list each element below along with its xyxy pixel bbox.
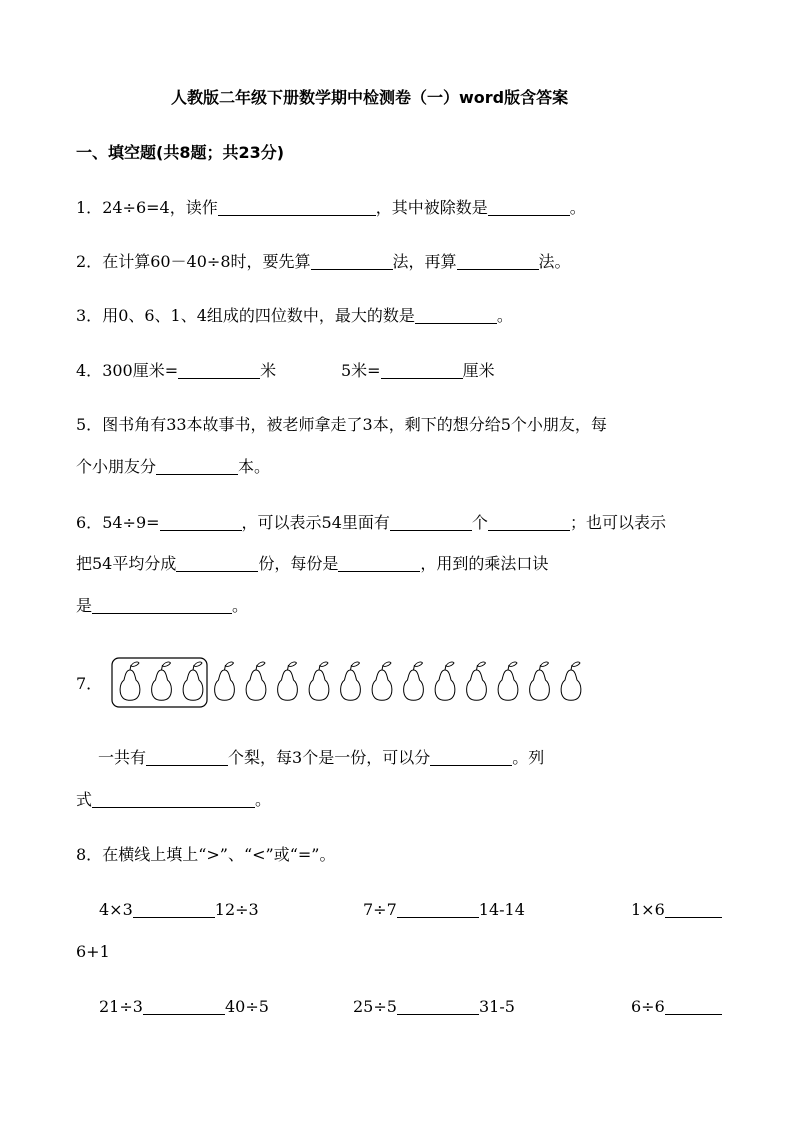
answer-blank[interactable]	[338, 555, 420, 572]
comparison-item	[353, 997, 515, 1017]
answer-blank[interactable]	[397, 901, 479, 918]
question-text: 个	[471, 513, 488, 532]
question-8	[76, 845, 336, 865]
question-number: 4．	[76, 361, 103, 380]
question-text: 5米=	[341, 361, 381, 380]
question-number: 7．	[76, 674, 103, 693]
answer-blank[interactable]	[218, 199, 376, 216]
comparison-left: 1×6	[631, 900, 665, 919]
question-7-text	[98, 748, 544, 768]
comparison-right: 12÷3	[214, 900, 259, 919]
answer-blank[interactable]	[156, 458, 238, 475]
pear-icon	[404, 662, 424, 700]
question-6-line-3	[76, 596, 248, 616]
question-text: 300厘米=	[102, 361, 179, 380]
question-text: 本。	[238, 457, 271, 476]
question-text: ，用到的乘法口诀	[420, 554, 549, 573]
question-text: 用0、6、1、4组成的四位数中，最大的数是	[102, 306, 415, 325]
question-text: 图书角有33本故事书，被老师拿走了3本，剩下的想分给5个小朋友，每	[102, 415, 607, 434]
question-text: 个小朋友分	[76, 457, 157, 476]
answer-blank[interactable]	[488, 199, 570, 216]
comparison-left: 6÷6	[631, 997, 665, 1016]
question-7-line-2	[76, 790, 271, 810]
comparison-right: 6+1	[76, 942, 110, 961]
comparison-item	[99, 900, 259, 920]
comparison-item	[631, 900, 722, 920]
answer-blank[interactable]	[381, 362, 463, 379]
question-text: ，可以表示54里面有	[241, 513, 390, 532]
question-text: 54÷9=	[102, 513, 160, 532]
pear-icon	[435, 662, 455, 700]
comparison-item	[631, 997, 722, 1017]
answer-blank[interactable]	[92, 791, 255, 808]
answer-blank[interactable]	[176, 555, 258, 572]
answer-blank[interactable]	[415, 307, 497, 324]
pear-icon	[215, 662, 235, 700]
answer-blank[interactable]	[92, 597, 232, 614]
pear-icon	[309, 662, 329, 700]
question-number: 2．	[76, 252, 103, 271]
comparison-left: 4×3	[99, 900, 133, 919]
question-number: 6．	[76, 513, 103, 532]
pear-icon	[372, 662, 392, 700]
question-number: 3．	[76, 306, 103, 325]
question-text: 24÷6=4，读作	[102, 198, 218, 217]
question-5	[76, 415, 607, 435]
question-5-line-2	[76, 457, 270, 477]
answer-blank[interactable]	[390, 514, 472, 531]
question-text: 法，再算	[392, 252, 457, 271]
question-text: 米	[260, 361, 277, 380]
pear-icon	[246, 662, 266, 700]
question-text: 。列	[512, 748, 545, 767]
question-text: 厘米	[462, 361, 495, 380]
question-4-part-2	[341, 361, 495, 381]
answer-blank[interactable]	[397, 998, 479, 1015]
question-1	[76, 198, 586, 218]
answer-blank[interactable]	[133, 901, 215, 918]
answer-blank[interactable]	[665, 901, 722, 918]
question-text: 法。	[538, 252, 571, 271]
pear-icon	[183, 662, 203, 700]
pear-icon	[120, 662, 140, 700]
comparison-left: 25÷5	[353, 997, 397, 1016]
answer-blank[interactable]	[311, 253, 393, 270]
question-text: ；也可以表示	[569, 513, 666, 532]
question-text: 在横线上填上“>”、“<”或“=”。	[102, 845, 336, 864]
question-3	[76, 306, 513, 326]
pears-figure	[110, 654, 590, 710]
question-text: 把54平均分成	[76, 554, 177, 573]
question-2	[76, 252, 571, 272]
question-6-line-2	[76, 554, 548, 574]
question-text: 一共有	[98, 748, 147, 767]
pear-icon	[561, 662, 581, 700]
answer-blank[interactable]	[143, 998, 225, 1015]
pear-icon	[498, 662, 518, 700]
answer-blank[interactable]	[178, 362, 260, 379]
question-text: 份，每份是	[258, 554, 339, 573]
question-text: 式	[76, 790, 93, 809]
answer-blank[interactable]	[146, 749, 228, 766]
question-text: 。	[232, 596, 249, 615]
comparison-left: 7÷7	[363, 900, 397, 919]
question-number: 5．	[76, 415, 103, 434]
question-number: 1．	[76, 198, 103, 217]
comparison-right: 31-5	[478, 997, 515, 1016]
question-text: 。	[496, 306, 513, 325]
comparison-left: 21÷3	[99, 997, 143, 1016]
comparison-item	[363, 900, 525, 920]
answer-blank[interactable]	[160, 514, 242, 531]
answer-blank[interactable]	[430, 749, 512, 766]
question-number: 8．	[76, 845, 103, 864]
question-text: 。	[255, 790, 272, 809]
question-6	[76, 513, 666, 533]
question-text: 个梨，每3个是一份，可以分	[228, 748, 431, 767]
comparison-item	[99, 997, 269, 1017]
pear-icon	[467, 662, 487, 700]
page-title: 人教版二年级下册数学期中检测卷（一）word版含答案	[171, 88, 569, 107]
section-heading: 一、填空题(共8题；共23分)	[76, 143, 285, 162]
pear-icon	[278, 662, 298, 700]
question-4	[76, 361, 276, 381]
comparison-right: 40÷5	[224, 997, 269, 1016]
answer-blank[interactable]	[665, 998, 722, 1015]
pear-icon	[530, 662, 550, 700]
comparison-right: 14-14	[478, 900, 525, 919]
pear-icon	[341, 662, 361, 700]
pear-icon	[152, 662, 172, 700]
question-text: 在计算60－40÷8时，要先算	[102, 252, 311, 271]
question-text: 是	[76, 596, 93, 615]
question-text: ，其中被除数是	[375, 198, 488, 217]
question-text: 。	[569, 198, 586, 217]
answer-blank[interactable]	[488, 514, 570, 531]
answer-blank[interactable]	[457, 253, 539, 270]
